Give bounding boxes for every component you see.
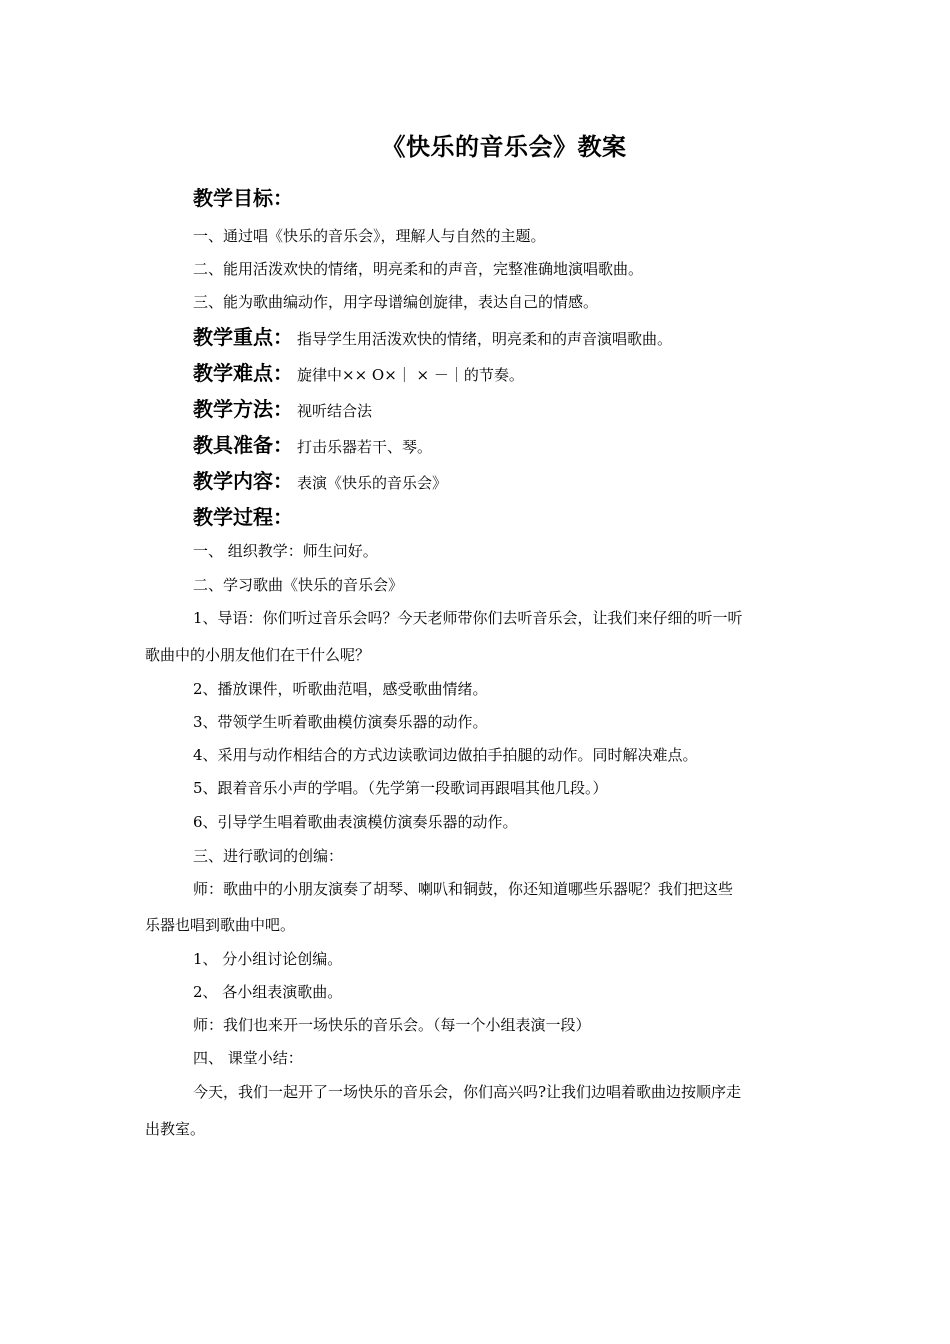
content-text: 表演《快乐的音乐会》 [297,474,448,492]
process-line: 2、播放课件，听歌曲范唱，感受歌曲情绪。 [193,680,488,698]
process-line: 4、采用与动作相结合的方式边读歌词边做拍手拍腿的动作。同时解决难点。 [193,746,698,764]
process-line: 二、学习歌曲《快乐的音乐会》 [193,576,404,594]
method-text: 视听结合法 [297,402,373,420]
objective-item: 一、通过唱《快乐的音乐会》，理解人与自然的主题。 [193,227,546,245]
process-line: 四、 课堂小结： [193,1049,303,1067]
materials-text: 打击乐器若干、琴。 [297,438,433,456]
materials-section [193,430,432,462]
page-title: 《快乐的音乐会》教案 [381,133,627,161]
key-points-section [193,322,672,354]
process-line: 一、 组织教学：师生问好。 [193,542,378,560]
process-line: 2、 各小组表演歌曲。 [193,983,343,1001]
materials-heading: 教具准备： [193,433,293,457]
process-line: 三、进行歌词的创编： [193,847,344,865]
objective-item: 二、能用活泼欢快的情绪，明亮柔和的声音，完整准确地演唱歌曲。 [193,260,644,278]
process-line: 1、 分小组讨论创编。 [193,950,343,968]
method-section [193,394,372,426]
process-heading: 教学过程： [193,505,293,529]
difficulties-text: 旋律中×× O×｜ × －｜的节奏。 [297,366,524,384]
process-line: 出教室。 [145,1120,206,1138]
method-heading: 教学方法： [193,397,293,421]
process-line: 师：歌曲中的小朋友演奏了胡琴、喇叭和铜鼓，你还知道哪些乐器呢？我们把这些 [193,880,734,898]
objectives-heading: 教学目标： [193,186,293,210]
key-points-text: 指导学生用活泼欢快的情绪，明亮柔和的声音演唱歌曲。 [297,330,673,348]
process-line: 今天，我们一起开了一场快乐的音乐会，你们高兴吗?让我们边唱着歌曲边按顺序走 [193,1083,742,1101]
process-line: 歌曲中的小朋友他们在干什么呢？ [145,646,371,664]
key-points-heading: 教学重点： [193,325,293,349]
objectives-section [193,183,293,215]
process-line: 乐器也唱到歌曲中吧。 [145,916,296,934]
process-section [193,502,293,534]
difficulties-section [193,358,524,390]
process-line: 3、带领学生听着歌曲模仿演奏乐器的动作。 [193,713,488,731]
objective-item: 三、能为歌曲编动作，用字母谱编创旋律，表达自己的情感。 [193,293,599,311]
content-section [193,466,447,498]
process-line: 师：我们也来开一场快乐的音乐会。（每一个小组表演一段） [193,1016,591,1034]
process-line: 1、导语：你们听过音乐会吗？今天老师带你们去听音乐会，让我们来仔细的听一听 [193,609,743,627]
process-line: 5、跟着音乐小声的学唱。（先学第一段歌词再跟唱其他几段。） [193,779,608,797]
difficulties-heading: 教学难点： [193,361,293,385]
content-heading: 教学内容： [193,469,293,493]
process-line: 6、引导学生唱着歌曲表演模仿演奏乐器的动作。 [193,813,518,831]
